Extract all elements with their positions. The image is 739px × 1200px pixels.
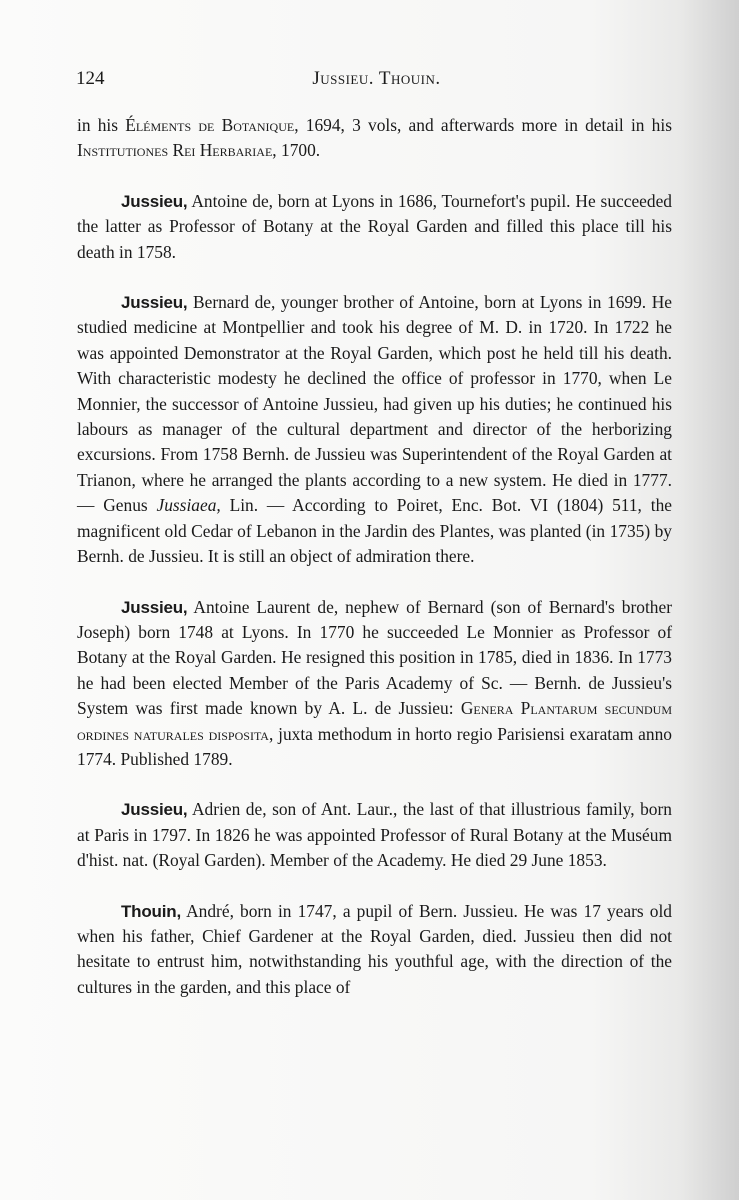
entry-text: Adrien de, son of Ant. Laur., the last of that illustrious family, born at Paris in 1797. In 1826 he was appointed Professor of Rural Botany at the Muséum d'hist. nat. (Royal Garden). Member of the Academy. He died 29 June 1853.	[77, 799, 672, 871]
entry-text: Antoine Laurent de, nephew of Bernard (son of Bernard's brother Joseph) born 1748 at Lyons. In 1770 he succeeded Le Monnier as Professor of Botany at the Royal Garden. He resigned this position in 1785, died in 1836. In 1773 he had been elected Member of the Paris Academy of Sc. — Bernh. de Jussieu's System was first made known by A. L. de Jussieu:	[77, 596, 672, 719]
entry-antoine-de-jussieu	[77, 189, 672, 265]
entry-bernard-de-jussieu	[77, 290, 672, 569]
book-title: Genera Plantarum secundum ordines naturales disposita	[77, 698, 673, 744]
entry-text: André, born in 1747, a pupil of Bern. Jussieu. He was 17 years old when his father, Chief Gardener at the Royal Garden, died. Jussieu then did not hesitate to entrust him, notwithstanding his youthful age, with the direction of the cultures in the garden, and this place of	[77, 900, 672, 997]
entry-headword: Jussieu,	[121, 597, 188, 617]
genus-name: Jussiaea,	[156, 495, 221, 516]
continuation-paragraph: in his Éléments de Botanique, 1694, 3 vols, and afterwards more in detail in his Institutiones Rei Herbariae, 1700.	[77, 115, 672, 161]
entry-headword: Jussieu,	[121, 800, 188, 820]
page-header	[76, 68, 677, 92]
entry-headword: Thouin,	[121, 901, 181, 921]
entry-headword: Jussieu,	[121, 191, 188, 211]
entry-text: , juxta methodum in horto regio Parisiensi exaratam anno 1774. Published 1789.	[77, 723, 672, 769]
entry-andre-thouin	[77, 899, 672, 1001]
page-body	[77, 113, 672, 1025]
entry-text: Lin. — According to Poiret, Enc. Bot. VI (1804) 511, the magnificent old Cedar of Lebanon in the Jardin des Plantes, was planted (in 1735) by Bernh. de Jussieu. It is still an object of admiration there.	[77, 495, 672, 567]
running-title: Jussieu. Thouin.	[312, 68, 441, 89]
entry-adrien-de-jussieu	[77, 797, 672, 873]
entry-text: Bernard de, younger brother of Antoine, born at Lyons in 1699. He studied medicine at Montpellier and took his degree of M. D. in 1720. In 1722 he was appointed Demonstrator at the Royal Garden, which post he held till his death. With characteristic modesty he declined the office of professor in 1770, when Le Monnier, the successor of Antoine Jussieu, had given up his duties; he continued his labours as manager of the cultural department and director of the herborizing excursions. From 1758 Bernh. de Jussieu was Superintendent of the Royal Garden at Trianon, where he arranged the plants according to a new system. He died in 1777. — Genus	[77, 292, 672, 516]
book-title: Institutiones Rei Herbariae	[77, 140, 273, 161]
entry-headword: Jussieu,	[121, 293, 188, 313]
book-title: Éléments de Botanique	[125, 115, 295, 135]
entry-text: Antoine de, born at Lyons in 1686, Tournefort's pupil. He succeeded the latter as Professor of Botany at the Royal Garden and filled this place till his death in 1758.	[77, 190, 672, 262]
entry-antoine-laurent-de-jussieu	[77, 595, 672, 773]
page-number: 124	[76, 68, 105, 89]
